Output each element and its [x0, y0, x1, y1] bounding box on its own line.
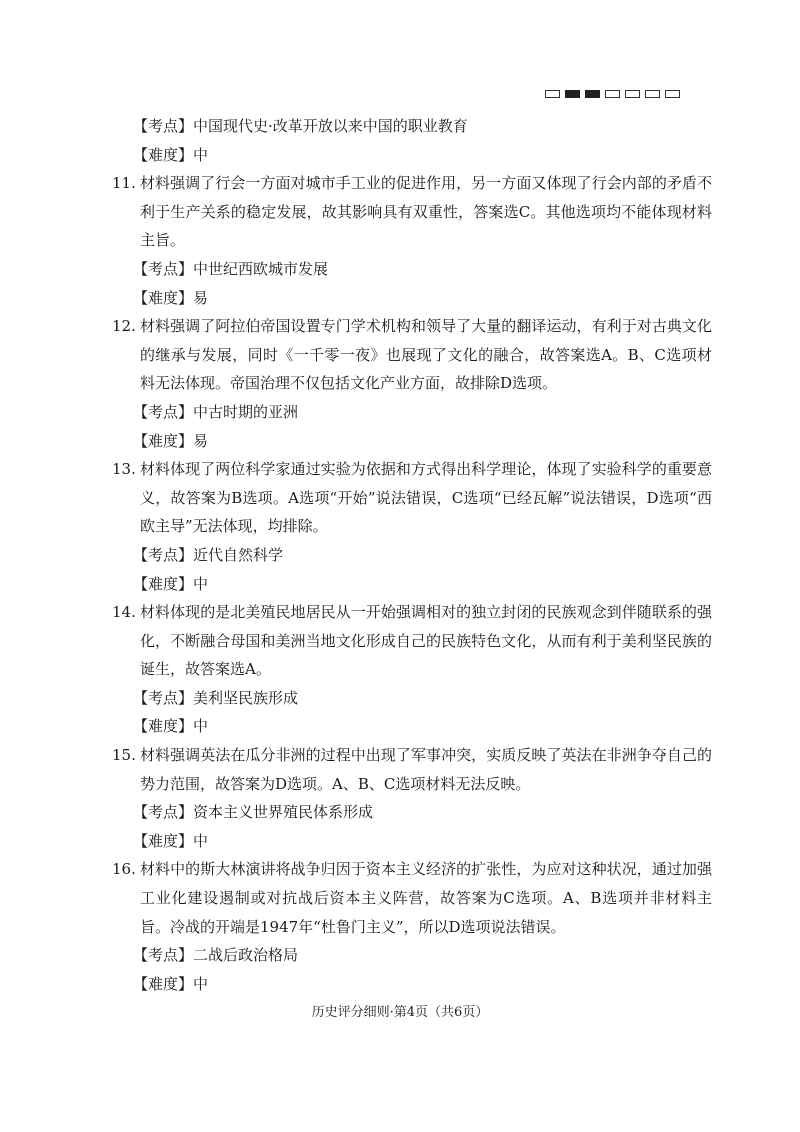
- topic-line: 【考点】中国现代史·改革开放以来中国的职业教育: [133, 117, 468, 135]
- answer-item-15: [112, 741, 712, 855]
- explanation-text: 材料体现了两位科学家通过实验为依据和方式得出科学理论，体现了实验科学的重要意义，故答案为B选项。A选项“开始”说法错误，C选项“已经瓦解”说法错误，D选项“西欧主导”无法体现，均排除。: [140, 460, 712, 536]
- topic-line: 【考点】资本主义世界殖民体系形成: [133, 803, 374, 822]
- topic-line: 【考点】近代自然科学: [133, 545, 284, 564]
- explanation-text: 材料强调了阿拉伯帝国设置专门学术机构和领导了大量的翻译运动，有利于对古典文化的继承与发展，同时《一千零一夜》也展现了文化的融合，故答案选A。B、C选项材料无法体现。帝国治理不仅包括文化产业方面，故排除D选项。: [140, 317, 712, 393]
- question-number: 12.: [112, 317, 136, 336]
- marker-box: [665, 90, 680, 98]
- question-number: 13.: [112, 460, 136, 479]
- question-number: 16.: [112, 860, 136, 879]
- marker-box: [565, 90, 580, 98]
- answer-item-11: [112, 169, 712, 312]
- topic-line: 【考点】中古时期的亚洲: [133, 402, 299, 421]
- topic-line: 【考点】二战后政治格局: [133, 946, 299, 965]
- topic-line: 【考点】美利坚民族形成: [133, 688, 299, 707]
- answer-item-14: [112, 598, 712, 741]
- marker-box: [545, 90, 560, 98]
- explanation-text: 材料体现的是北美殖民地居民从一开始强调相对的独立封闭的民族观念到伴随联系的强化，不断融合母国和美洲当地文化形成自己的民族特色文化，从而有利于美利坚民族的诞生，故答案选A。: [140, 603, 712, 679]
- question-number: 15.: [112, 746, 136, 765]
- difficulty-line: 【难度】中: [133, 145, 209, 164]
- topic-line: 【考点】中世纪西欧城市发展: [133, 259, 329, 278]
- question-number: 11.: [112, 174, 136, 193]
- difficulty-line: 【难度】中: [133, 974, 209, 993]
- marker-box: [625, 90, 640, 98]
- answer-item-16: [112, 855, 712, 998]
- explanation-text: 材料强调英法在瓜分非洲的过程中出现了军事冲突，实质反映了英法在非洲争夺自己的势力范围，故答案为D选项。A、B、C选项材料无法反映。: [140, 746, 712, 793]
- answer-explanations: [112, 112, 712, 998]
- page-position-marker: [545, 90, 680, 98]
- marker-box: [645, 90, 660, 98]
- difficulty-line: 【难度】中: [133, 574, 209, 593]
- marker-box: [605, 90, 620, 98]
- difficulty-line: 【难度】易: [133, 431, 209, 450]
- page-footer: 历史评分细则·第4页（共6页）: [311, 1005, 489, 1020]
- marker-box: [585, 90, 600, 98]
- difficulty-line: 【难度】易: [133, 288, 209, 307]
- difficulty-line: 【难度】中: [133, 717, 209, 736]
- explanation-text: 材料中的斯大林演讲将战争归因于资本主义经济的扩张性，为应对这种状况，通过加强工业化建设遏制或对抗战后资本主义阵营，故答案为C选项。A、B选项并非材料主旨。冷战的开端是1947年“杜鲁门主义”，所以D选项说法错误。: [140, 860, 712, 936]
- answer-item-12: [112, 312, 712, 455]
- explanation-text: 材料强调了行会一方面对城市手工业的促进作用，另一方面又体现了行会内部的矛盾不利于生产关系的稳定发展，故其影响具有双重性，答案选C。其他选项均不能体现材料主旨。: [140, 174, 712, 250]
- question-number: 14.: [112, 603, 136, 622]
- answer-item-13: [112, 455, 712, 598]
- difficulty-line: 【难度】中: [133, 831, 209, 850]
